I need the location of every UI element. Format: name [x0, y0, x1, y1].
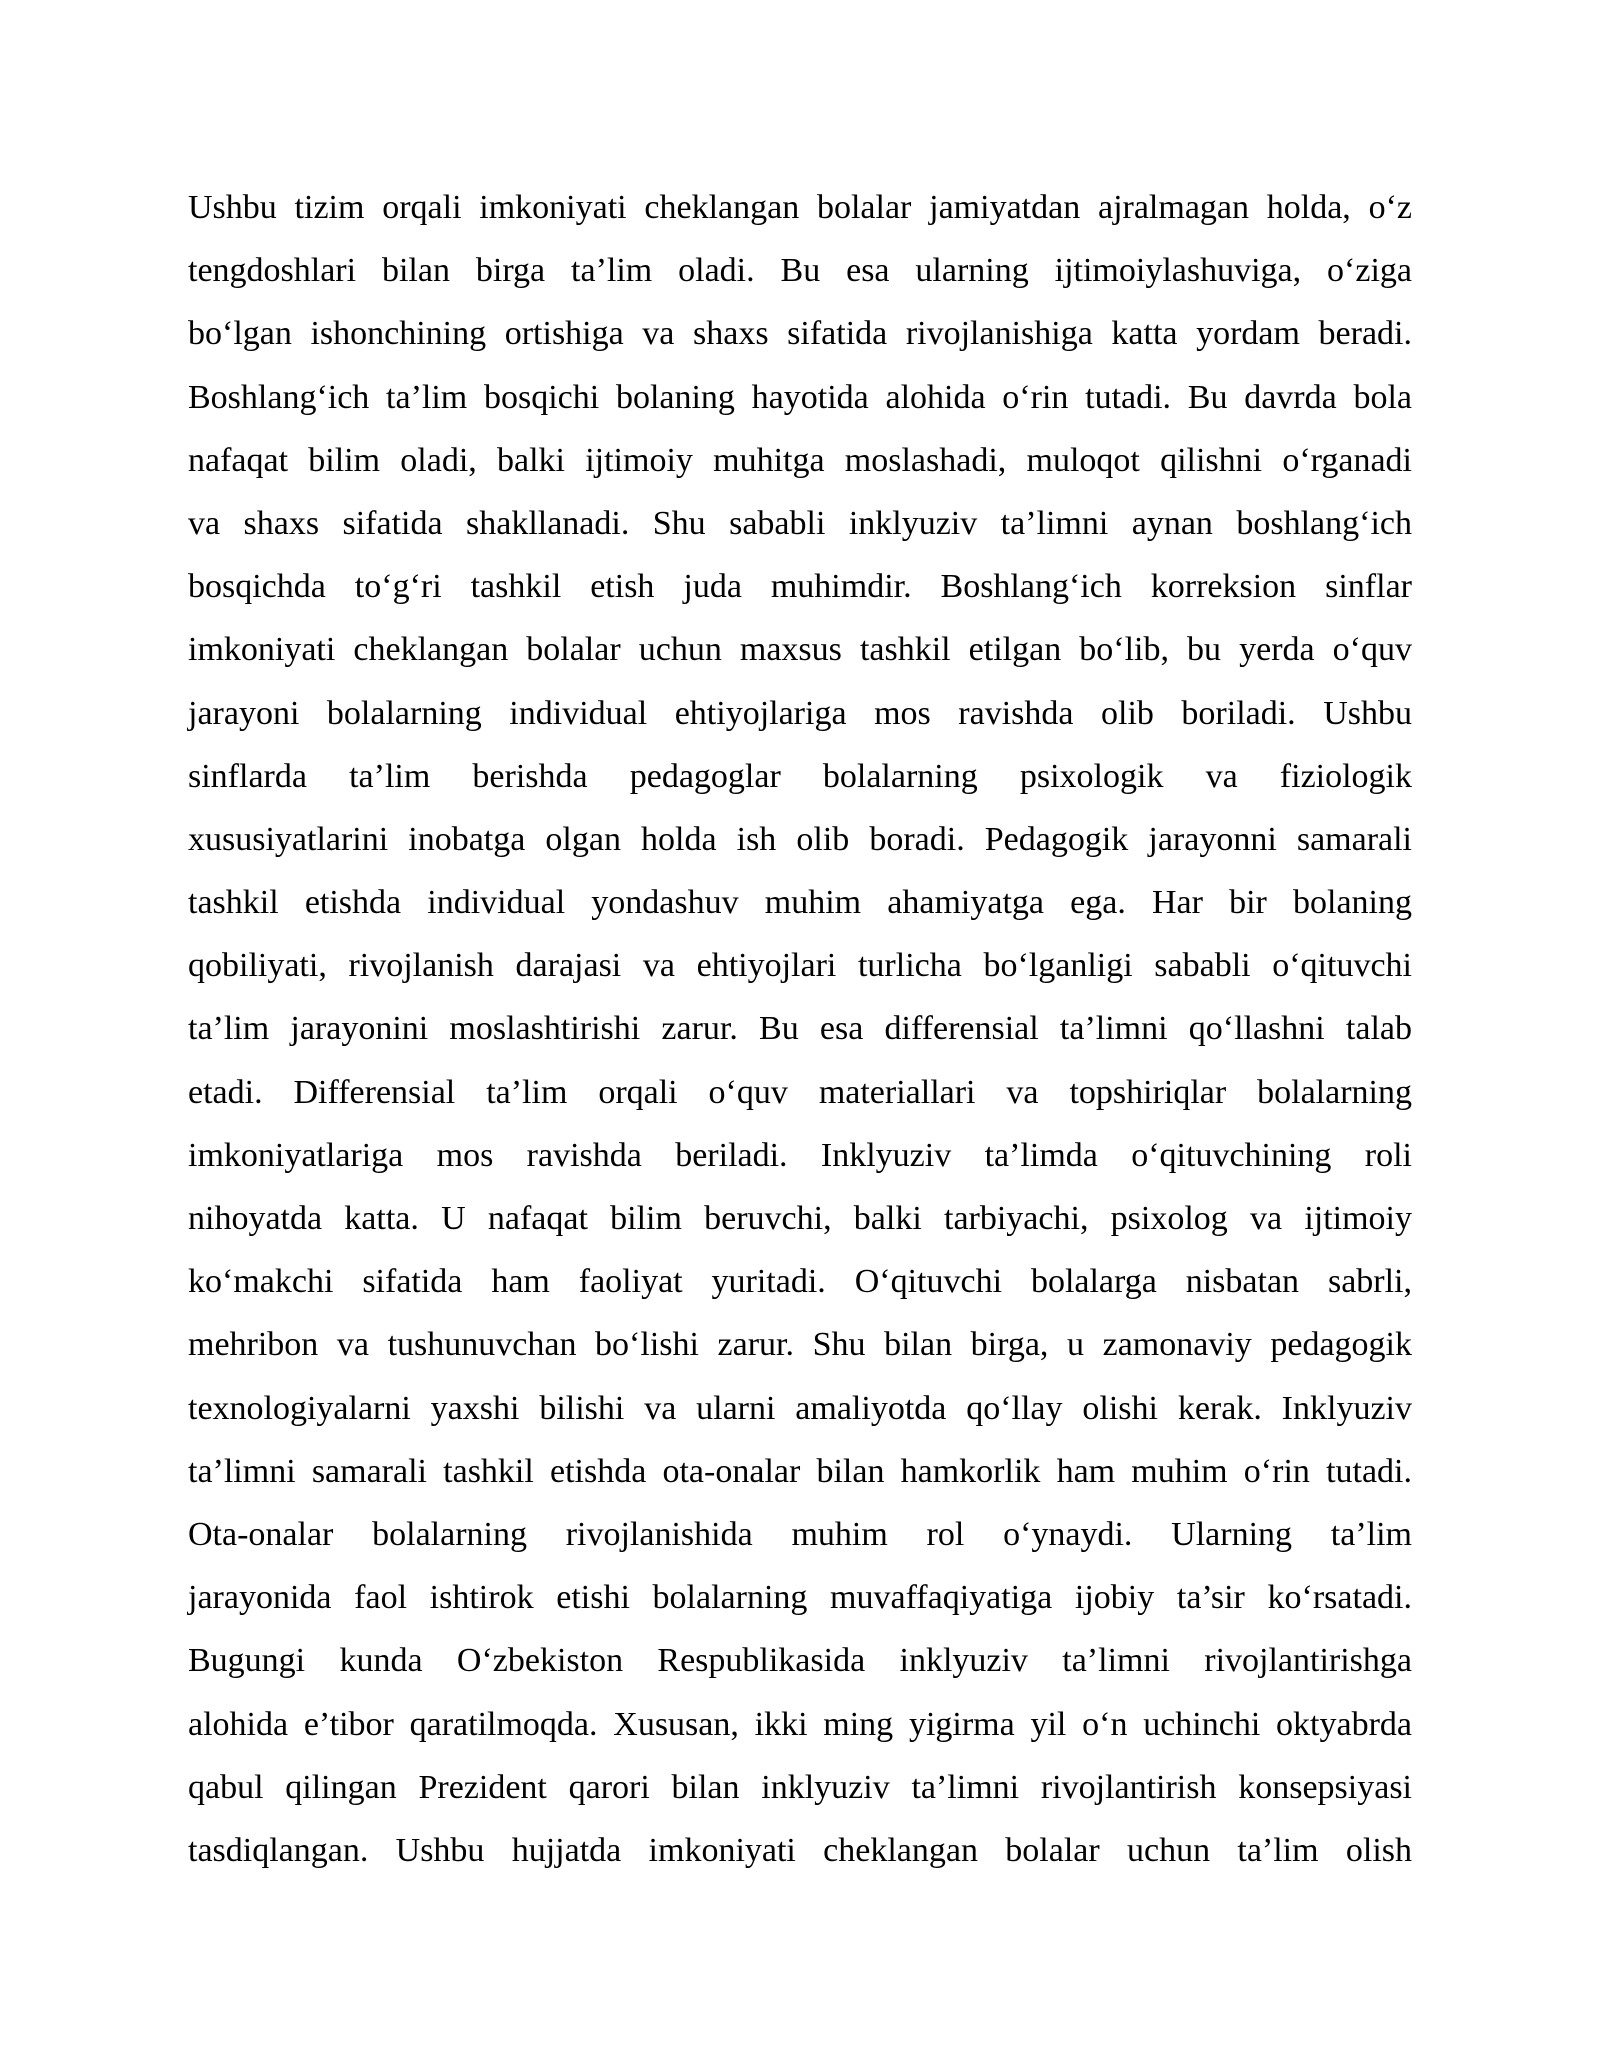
text-line: alohida e’tibor qaratilmoqda. Xususan, ikki ming yigirma yil oʻn uchinchi oktyabrda: [188, 1705, 1412, 1743]
text-line: jarayonida faol ishtirok etishi bolalarning muvaffaqiyatiga ijobiy ta’sir koʻrsatadi.: [188, 1579, 1412, 1617]
text-line: tashkil etishda individual yondashuv muhim ahamiyatga ega. Har bir bolaning: [188, 884, 1412, 922]
text-line: etadi. Differensial ta’lim orqali oʻquv materiallari va topshiriqlar bolalarning: [188, 1073, 1412, 1111]
text-line: Bugungi kunda Oʻzbekiston Respublikasida inklyuziv ta’limni rivojlantirishga: [188, 1642, 1412, 1680]
text-line: jarayoni bolalarning individual ehtiyojlariga mos ravishda olib boriladi. Ushbu: [188, 694, 1412, 732]
text-line: Ota-onalar bolalarning rivojlanishida muhim rol oʻynaydi. Ularning ta’lim: [188, 1515, 1412, 1553]
text-line: imkoniyati cheklangan bolalar uchun maxsus tashkil etilgan boʻlib, bu yerda oʻquv: [188, 631, 1412, 669]
text-line: tasdiqlangan. Ushbu hujjatda imkoniyati cheklangan bolalar uchun ta’lim olish: [188, 1831, 1412, 1869]
text-line: imkoniyatlariga mos ravishda beriladi. Inklyuziv ta’limda oʻqituvchining roli: [188, 1136, 1412, 1174]
text-line: qabul qilingan Prezident qarori bilan inklyuziv ta’limni rivojlantirish konsepsiyasi: [188, 1768, 1412, 1806]
text-line: nihoyatda katta. U nafaqat bilim beruvchi, balki tarbiyachi, psixolog va ijtimoiy: [188, 1200, 1412, 1237]
text-line: bosqichda toʻgʻri tashkil etish juda muhimdir. Boshlangʻich korreksion sinflar: [188, 568, 1412, 606]
text-line: ta’limni samarali tashkil etishda ota-onalar bilan hamkorlik ham muhim oʻrin tutadi.: [188, 1452, 1412, 1490]
text-line: mehribon va tushunuvchan boʻlishi zarur. Shu bilan birga, u zamonaviy pedagogik: [188, 1326, 1412, 1364]
body-text-block: [188, 176, 1412, 1882]
text-line: tengdoshlari bilan birga ta’lim oladi. Bu esa ularning ijtimoiylashuviga, oʻziga: [188, 252, 1412, 290]
text-line: nafaqat bilim oladi, balki ijtimoiy muhitga moslashadi, muloqot qilishni oʻrganadi: [188, 441, 1412, 479]
text-line: texnologiyalarni yaxshi bilishi va ularni amaliyotda qoʻllay olishi kerak. Inklyuziv: [188, 1389, 1412, 1427]
text-line: Ushbu tizim orqali imkoniyati cheklangan bolalar jamiyatdan ajralmagan holda, oʻz: [188, 189, 1412, 226]
text-line: va shaxs sifatida shakllanadi. Shu sababli inklyuziv ta’limni aynan boshlangʻich: [188, 504, 1412, 542]
text-line: ta’lim jarayonini moslashtirishi zarur. Bu esa differensial ta’limni qoʻllashni talab: [188, 1010, 1412, 1048]
text-line: xususiyatlarini inobatga olgan holda ish olib boradi. Pedagogik jarayonni samarali: [188, 820, 1412, 858]
text-line: sinflarda ta’lim berishda pedagoglar bolalarning psixologik va fiziologik: [188, 757, 1412, 795]
text-line: qobiliyati, rivojlanish darajasi va ehtiyojlari turlicha boʻlganligi sababli oʻqituvchi: [188, 947, 1412, 985]
text-line: koʻmakchi sifatida ham faoliyat yuritadi. Oʻqituvchi bolalarga nisbatan sabrli,: [188, 1263, 1412, 1301]
text-line: boʻlgan ishonchining ortishiga va shaxs sifatida rivojlanishiga katta yordam beradi.: [188, 315, 1412, 353]
text-line: Boshlangʻich ta’lim bosqichi bolaning hayotida alohida oʻrin tutadi. Bu davrda bola: [188, 378, 1412, 416]
